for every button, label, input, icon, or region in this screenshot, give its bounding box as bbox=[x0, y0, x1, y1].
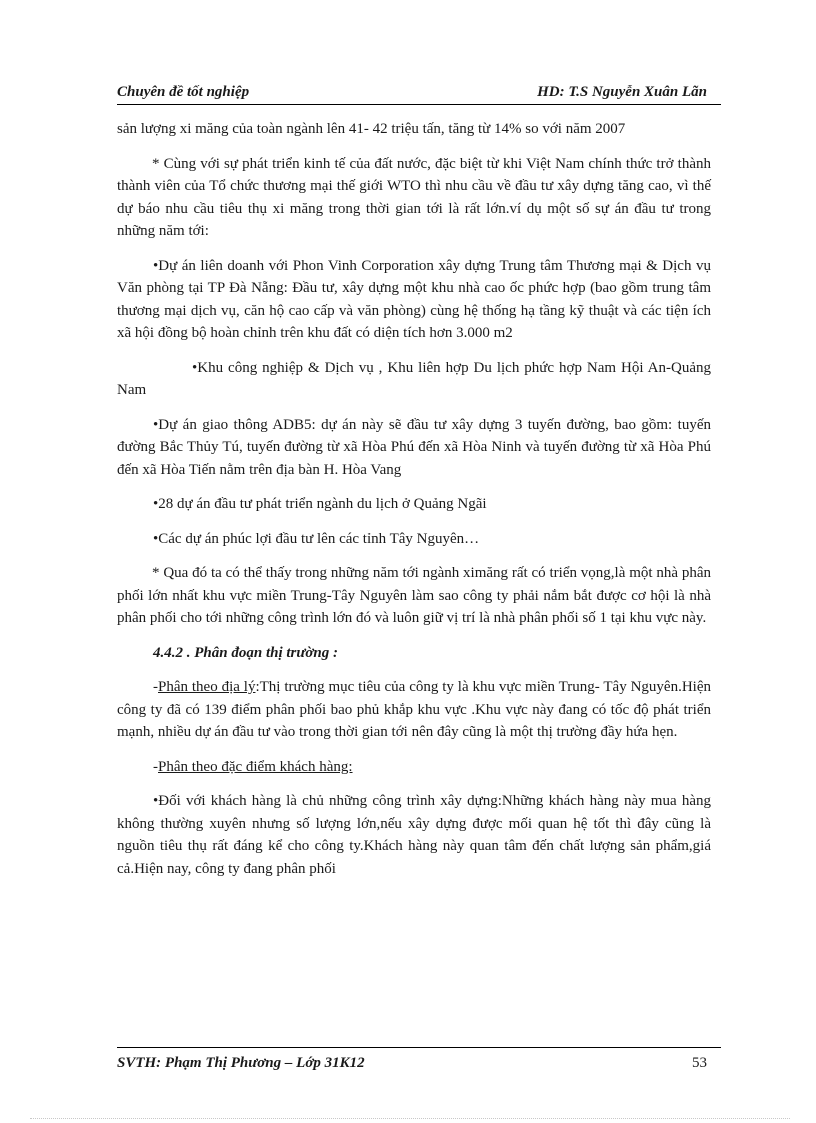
bullet-item-1: •Dự án liên doanh với Phon Vinh Corporation xây dựng Trung tâm Thương mại & Dịch vụ Văn phòng tại TP Đà Nẵng: Đầu tư, xây dựng một khu nhà cao ốc phức hợp (bao gồm trung tâm thương mại dịch vụ, căn hộ cao cấp và văn phòng) cùng hệ thống hạ tầng kỹ thuật và các tiện ích xã hội đồng bộ hoàn chỉnh trên khu đất có diện tích hơn 3.000 m2 bbox=[117, 257, 711, 341]
bullet-item-6: •Đối với khách hàng là chủ những công trình xây dựng:Những khách hàng này mua hàng không thường xuyên nhưng số lượng lớn,nếu xây dựng được mối quan hệ tốt thì đây cũng là nguồn tiêu thụ rất đáng kể cho công ty.Khách hàng này quan tâm đến chất lượng sản phẩm,giá cả.Hiện nay, công ty đang phân phối bbox=[117, 793, 711, 877]
header-left: Chuyên đề tốt nghiệp bbox=[117, 84, 250, 100]
dash-marker: - bbox=[153, 758, 158, 775]
paragraph-conclusion: * Qua đó ta có thể thấy trong những năm tới ngành ximăng rất có triển vọng,là một nhà phân phối lớn nhất khu vực miền Trung-Tây Nguyên làm sao công ty phải nắm bắt được cơ hội là nhà phân phối cho tới những công trình lớn đó và luôn giữ vị trí là nhà phân phối số 1 tại khu vực này. bbox=[117, 565, 711, 626]
bullet-item-5: •Các dự án phúc lợi đầu tư lên các tỉnh Tây Nguyên… bbox=[153, 530, 480, 547]
bullet-icon: • bbox=[153, 530, 159, 547]
bullet-icon: • bbox=[153, 257, 159, 274]
page-footer bbox=[117, 1047, 721, 1072]
bullet-item-3: •Dự án giao thông ADB5: dự án này sẽ đầu tư xây dựng 3 tuyến đường, bao gồm: tuyến đường Bắc Thủy Tú, tuyến đường từ xã Hòa Phú đến xã Hòa Ninh và tuyến đường từ xã Hòa Phú đến xã Hòa Tiến nằm trên địa bàn H. Hòa Vang bbox=[117, 416, 711, 478]
bullet-icon: • bbox=[153, 416, 159, 433]
paragraph-intro: * Cùng với sự phát triển kinh tế của đất nước, đặc biệt từ khi Việt Nam chính thức trở thành thành viên của Tổ chức thương mại thế giới WTO thì nhu cầu về đầu tư xây dựng tăng cao, vì thế dự báo nhu cầu tiêu thụ xi măng trong thời gian tới là rất lớn.ví dụ một số sự án đầu tư trong những năm tới: bbox=[117, 155, 711, 239]
header-right: HD: T.S Nguyễn Xuân Lãn bbox=[537, 84, 707, 100]
page-edge-divider bbox=[30, 1118, 790, 1119]
bullet-icon: • bbox=[153, 496, 159, 512]
dash-marker: - bbox=[153, 679, 158, 695]
page-number: 53 bbox=[692, 1055, 707, 1071]
dash-item-geography: -Phân theo địa lý:Thị trường mục tiêu của công ty là khu vực miền Trung- Tây Nguyên.Hiện công ty đã có 139 điểm phân phối bao phủ khắp khu vực .Khu vực này đang có tốc độ phát triển mạnh, nhiều dự án đầu tư vào trong thời gian tới nên đây cũng là một thị trường đầy hứa hẹn. bbox=[117, 679, 711, 740]
customer-label: Phân theo đặc điểm khách hàng: bbox=[158, 758, 353, 775]
page-header bbox=[117, 84, 721, 105]
bullet-item-2: •Khu công nghiệp & Dịch vụ , Khu liên hợp Du lịch phức hợp Nam Hội An-Quảng Nam bbox=[117, 359, 711, 398]
document-body bbox=[117, 118, 711, 892]
footer-author: SVTH: Phạm Thị Phương – Lớp 31K12 bbox=[117, 1055, 365, 1071]
dash-item-customer bbox=[117, 756, 711, 779]
bullet-icon: • bbox=[153, 793, 159, 809]
geography-label: Phân theo địa lý bbox=[158, 679, 256, 695]
paragraph-continued: sản lượng xi măng của toàn ngành lên 41- 42 triệu tấn, tăng từ 14% so với năm 2007 bbox=[117, 121, 626, 137]
bullet-item-4: •28 dự án đầu tư phát triển ngành du lịch ở Quảng Ngãi bbox=[153, 496, 487, 512]
section-heading: 4.4.2 . Phân đoạn thị trường : bbox=[153, 644, 338, 661]
